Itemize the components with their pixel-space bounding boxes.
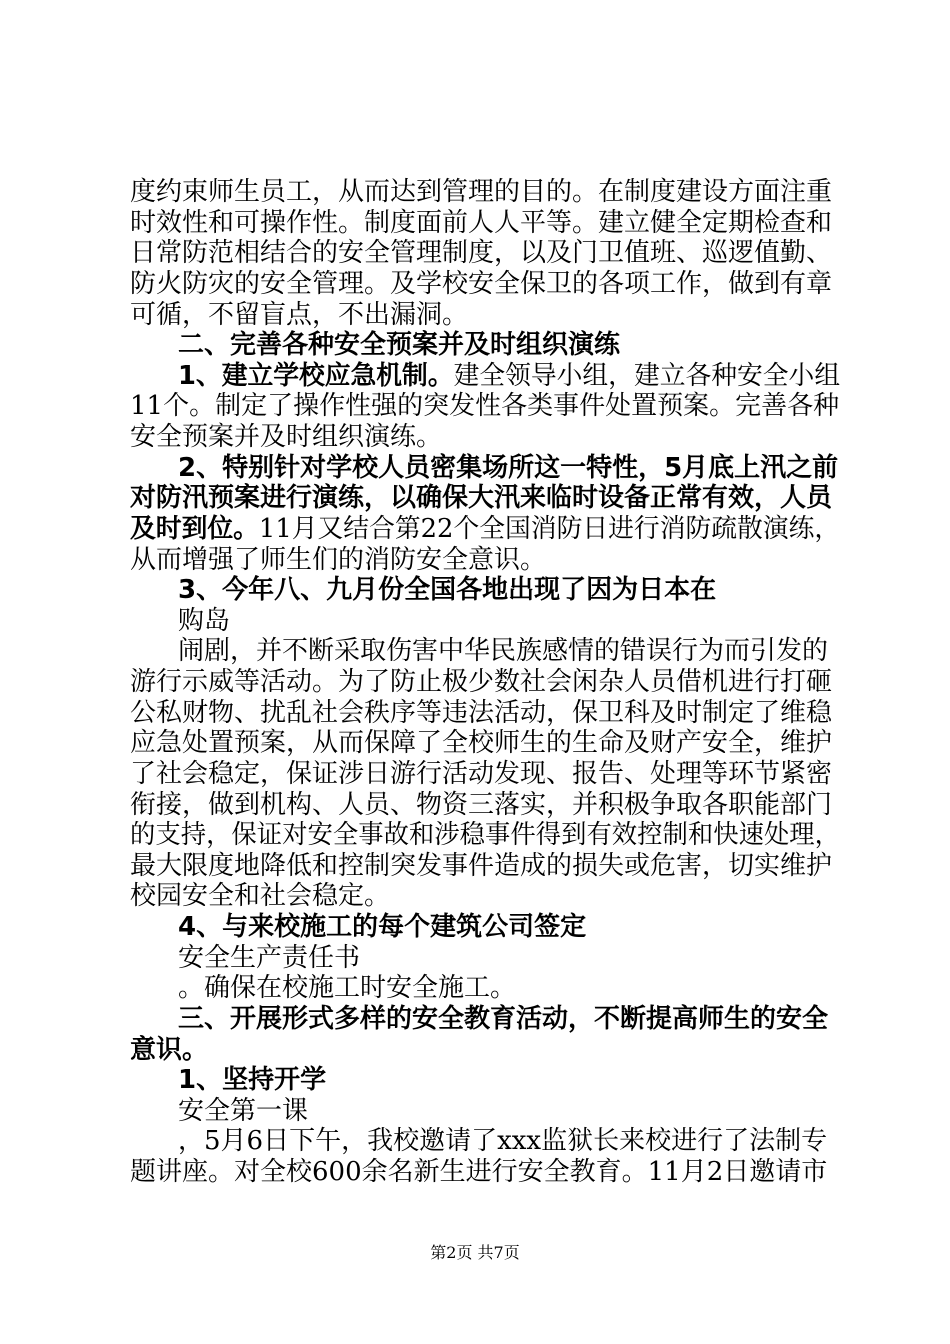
paragraph-line: 。确保在校施工时安全施工。 [178,973,517,1003]
paragraph-line: 题讲座。对全校600余名新生进行安全教育。11月2日邀请市 [130,1157,828,1187]
paragraph-line: 安全第一课 [178,1096,309,1126]
item-text: 建全领导小组，建立各种安全小组 [453,361,841,391]
paragraph-line: 公私财物、扰乱社会秩序等违法活动，保卫科及时制定了维稳 [130,698,833,728]
item-heading: 及时到位。 [130,514,259,544]
section-heading: 三、开展形式多样的安全教育活动，不断提高师生的安全 [178,1004,829,1034]
paragraph-line: 度约束师生员工，从而达到管理的目的。在制度建设方面注重 [130,177,833,207]
paragraph-line: 可循，不留盲点，不出漏洞。 [130,300,469,330]
item-heading-line: 对防汛预案进行演练，以确保大汛来临时设备正常有效，人员 [130,483,833,513]
paragraph-line: 最大限度地降低和控制突发事件造成的损失或危害，切实维护 [130,851,833,881]
paragraph-line: 安全预案并及时组织演练。 [130,422,443,452]
paragraph-line: 安全生产责任书 [178,943,361,973]
paragraph-line [130,512,840,546]
item-text: 11月又结合第22个全国消防日进行消防疏散演练， [258,514,841,544]
paragraph-line: 了社会稳定，保证涉日游行活动发现、报告、处理等环节紧密 [130,759,833,789]
paragraph-line: 时效性和可操作性。制度面前人人平等。建立健全定期检查和 [130,208,833,238]
paragraph-line: 从而增强了师生们的消防安全意识。 [130,545,547,575]
paragraph-line: 11个。制定了操作性强的突发性各类事件处置预案。完善各种 [130,391,840,421]
paragraph-line: 校园安全和社会稳定。 [130,881,391,911]
section-heading-cont: 意识。 [130,1035,209,1065]
item-heading-line: 3、今年八、九月份全国各地出现了因为日本在 [178,575,717,605]
paragraph-line: 闹剧，并不断采取伤害中华民族感情的错误行为而引发的 [178,636,829,666]
paragraph-line [178,359,840,393]
section-heading: 二、完善各种安全预案并及时组织演练 [178,330,621,360]
paragraph-line: 日常防范相结合的安全管理制度，以及门卫值班、巡逻值勤、 [130,238,833,268]
paragraph-line: 衔接，做到机构、人员、物资三落实，并积极争取各职能部门 [130,790,833,820]
item-heading-line: 1、坚持开学 [178,1065,327,1095]
item-heading-line: 4、与来校施工的每个建筑公司签定 [178,912,587,942]
page-footer: 第2页 共7页 [430,1243,520,1262]
paragraph-line: 游行示威等活动。为了防止极少数社会闲杂人员借机进行打砸 [130,667,833,697]
paragraph-line: ，5月6日下午，我校邀请了xxx监狱长来校进行了法制专 [178,1126,828,1156]
item-heading-line: 2、特别针对学校人员密集场所这一特性，5月底上汛之前 [178,453,839,483]
item-heading: 1、建立学校应急机制。 [178,361,454,391]
paragraph-line: 防火防灾的安全管理。及学校安全保卫的各项工作，做到有章 [130,269,833,299]
paragraph-line: 的支持，保证对安全事故和涉稳事件得到有效控制和快速处理， [130,820,841,850]
paragraph-line: 应急处置预案，从而保障了全校师生的生命及财产安全，维护 [130,728,833,758]
paragraph-line: 购岛 [178,606,231,636]
